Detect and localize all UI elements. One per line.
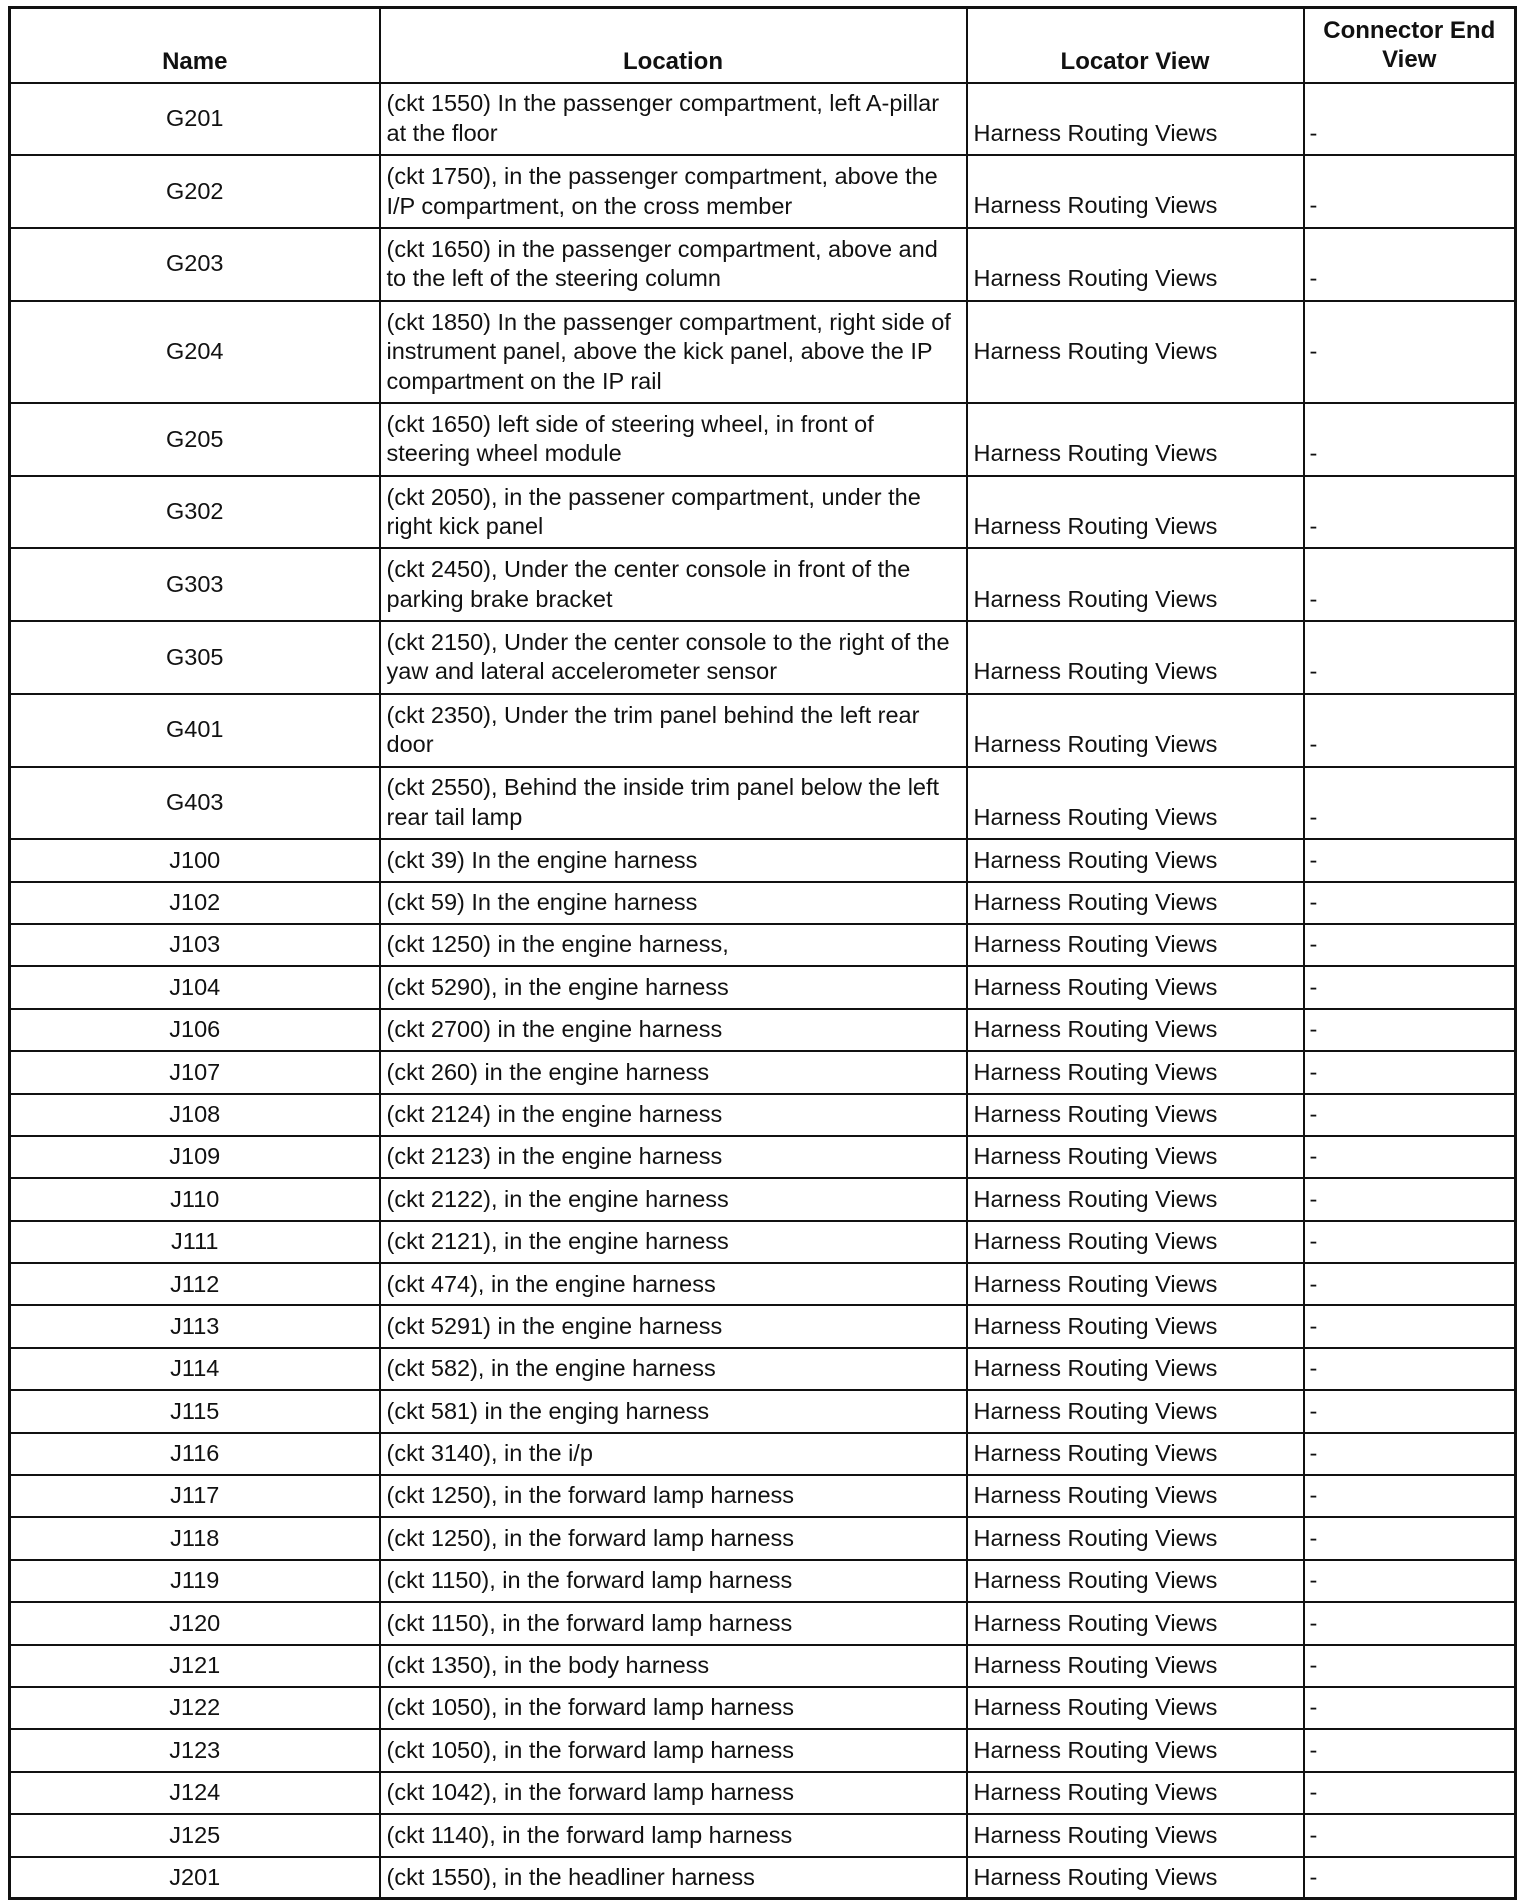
cell-name: G403 [10, 767, 380, 840]
cell-location: (ckt 474), in the engine harness [380, 1263, 967, 1305]
table-row [10, 1178, 1516, 1220]
cell-connector-end-view: - [1304, 155, 1516, 228]
cell-locator-view: Harness Routing Views [967, 1136, 1304, 1178]
cell-location: (ckt 2350), Under the trim panel behind the left rear door [380, 694, 967, 767]
cell-name: J113 [10, 1305, 380, 1347]
cell-locator-view: Harness Routing Views [967, 1729, 1304, 1771]
cell-location: (ckt 5291) in the engine harness [380, 1305, 967, 1347]
cell-locator-view: Harness Routing Views [967, 882, 1304, 924]
cell-connector-end-view: - [1304, 1645, 1516, 1687]
cell-connector-end-view: - [1304, 83, 1516, 156]
cell-connector-end-view: - [1304, 1772, 1516, 1814]
cell-location: (ckt 1550) In the passenger compartment, left A-pillar at the floor [380, 83, 967, 156]
cell-name: J123 [10, 1729, 380, 1771]
cell-connector-end-view: - [1304, 924, 1516, 966]
cell-locator-view: Harness Routing Views [967, 155, 1304, 228]
cell-location: (ckt 59) In the engine harness [380, 882, 967, 924]
cell-name: G201 [10, 83, 380, 156]
cell-connector-end-view: - [1304, 1517, 1516, 1559]
cell-location: (ckt 2550), Behind the inside trim panel below the left rear tail lamp [380, 767, 967, 840]
cell-connector-end-view: - [1304, 476, 1516, 549]
cell-location: (ckt 2450), Under the center console in front of the parking brake bracket [380, 548, 967, 621]
cell-connector-end-view: - [1304, 839, 1516, 881]
table-row [10, 1729, 1516, 1771]
cell-name: J120 [10, 1602, 380, 1644]
cell-name: J102 [10, 882, 380, 924]
cell-name: J114 [10, 1348, 380, 1390]
table-row [10, 1857, 1516, 1899]
cell-connector-end-view: - [1304, 966, 1516, 1008]
cell-connector-end-view: - [1304, 1814, 1516, 1856]
table-row [10, 1602, 1516, 1644]
table-row [10, 1772, 1516, 1814]
cell-locator-view: Harness Routing Views [967, 1517, 1304, 1559]
cell-name: J124 [10, 1772, 380, 1814]
cell-connector-end-view: - [1304, 1094, 1516, 1136]
cell-location: (ckt 1050), in the forward lamp harness [380, 1729, 967, 1771]
table-row [10, 1560, 1516, 1602]
cell-locator-view: Harness Routing Views [967, 621, 1304, 694]
cell-name: G205 [10, 403, 380, 476]
table-row [10, 694, 1516, 767]
table-row [10, 621, 1516, 694]
table-row [10, 476, 1516, 549]
cell-name: J115 [10, 1390, 380, 1432]
cell-location: (ckt 1042), in the forward lamp harness [380, 1772, 967, 1814]
cell-locator-view: Harness Routing Views [967, 1221, 1304, 1263]
header-name: Name [10, 8, 380, 83]
cell-locator-view: Harness Routing Views [967, 1348, 1304, 1390]
cell-name: J125 [10, 1814, 380, 1856]
table-body [10, 83, 1516, 1899]
cell-location: (ckt 1250) in the engine harness, [380, 924, 967, 966]
cell-locator-view: Harness Routing Views [967, 1305, 1304, 1347]
cell-locator-view: Harness Routing Views [967, 403, 1304, 476]
cell-location: (ckt 2122), in the engine harness [380, 1178, 967, 1220]
cell-locator-view: Harness Routing Views [967, 1857, 1304, 1899]
cell-location: (ckt 1350), in the body harness [380, 1645, 967, 1687]
cell-locator-view: Harness Routing Views [967, 839, 1304, 881]
table-row [10, 839, 1516, 881]
cell-location: (ckt 582), in the engine harness [380, 1348, 967, 1390]
cell-locator-view: Harness Routing Views [967, 1433, 1304, 1475]
header-row [10, 8, 1516, 83]
cell-connector-end-view: - [1304, 1560, 1516, 1602]
cell-connector-end-view: - [1304, 767, 1516, 840]
cell-connector-end-view: - [1304, 1221, 1516, 1263]
cell-connector-end-view: - [1304, 1390, 1516, 1432]
cell-connector-end-view: - [1304, 882, 1516, 924]
table-row [10, 83, 1516, 156]
table-row [10, 1433, 1516, 1475]
cell-location: (ckt 5290), in the engine harness [380, 966, 967, 1008]
cell-connector-end-view: - [1304, 1136, 1516, 1178]
cell-locator-view: Harness Routing Views [967, 1602, 1304, 1644]
harness-location-table [8, 6, 1517, 1900]
cell-location: (ckt 1140), in the forward lamp harness [380, 1814, 967, 1856]
cell-locator-view: Harness Routing Views [967, 1560, 1304, 1602]
cell-name: J201 [10, 1857, 380, 1899]
cell-connector-end-view: - [1304, 548, 1516, 621]
table-row [10, 1094, 1516, 1136]
table-row [10, 1517, 1516, 1559]
table-row [10, 1305, 1516, 1347]
cell-locator-view: Harness Routing Views [967, 228, 1304, 301]
cell-locator-view: Harness Routing Views [967, 476, 1304, 549]
table-row [10, 924, 1516, 966]
table-row [10, 1475, 1516, 1517]
cell-name: J122 [10, 1687, 380, 1729]
table-row [10, 228, 1516, 301]
cell-location: (ckt 1150), in the forward lamp harness [380, 1560, 967, 1602]
table-row [10, 1348, 1516, 1390]
cell-name: J108 [10, 1094, 380, 1136]
cell-name: G401 [10, 694, 380, 767]
cell-location: (ckt 2123) in the engine harness [380, 1136, 967, 1178]
table-row [10, 403, 1516, 476]
cell-connector-end-view: - [1304, 621, 1516, 694]
cell-name: J111 [10, 1221, 380, 1263]
cell-locator-view: Harness Routing Views [967, 1772, 1304, 1814]
cell-name: J117 [10, 1475, 380, 1517]
cell-connector-end-view: - [1304, 1602, 1516, 1644]
table-row [10, 301, 1516, 404]
cell-name: G202 [10, 155, 380, 228]
table-row [10, 1645, 1516, 1687]
cell-locator-view: Harness Routing Views [967, 548, 1304, 621]
table-row [10, 1221, 1516, 1263]
cell-name: J100 [10, 839, 380, 881]
table-row [10, 1136, 1516, 1178]
table-row [10, 767, 1516, 840]
cell-connector-end-view: - [1304, 694, 1516, 767]
cell-name: G303 [10, 548, 380, 621]
cell-location: (ckt 1650) left side of steering wheel, in front of steering wheel module [380, 403, 967, 476]
cell-connector-end-view: - [1304, 1857, 1516, 1899]
table-row [10, 1814, 1516, 1856]
table-row [10, 966, 1516, 1008]
cell-location: (ckt 1150), in the forward lamp harness [380, 1602, 967, 1644]
cell-location: (ckt 2050), in the passener compartment, under the right kick panel [380, 476, 967, 549]
cell-location: (ckt 1250), in the forward lamp harness [380, 1475, 967, 1517]
cell-connector-end-view: - [1304, 1263, 1516, 1305]
cell-location: (ckt 1050), in the forward lamp harness [380, 1687, 967, 1729]
cell-locator-view: Harness Routing Views [967, 83, 1304, 156]
cell-name: G302 [10, 476, 380, 549]
cell-location: (ckt 260) in the engine harness [380, 1051, 967, 1093]
cell-locator-view: Harness Routing Views [967, 1094, 1304, 1136]
cell-name: G204 [10, 301, 380, 404]
cell-location: (ckt 39) In the engine harness [380, 839, 967, 881]
table-row [10, 1009, 1516, 1051]
cell-locator-view: Harness Routing Views [967, 301, 1304, 404]
cell-location: (ckt 1750), in the passenger compartment, above the I/P compartment, on the cross member [380, 155, 967, 228]
cell-locator-view: Harness Routing Views [967, 1645, 1304, 1687]
cell-locator-view: Harness Routing Views [967, 767, 1304, 840]
cell-locator-view: Harness Routing Views [967, 966, 1304, 1008]
cell-location: (ckt 1550), in the headliner harness [380, 1857, 967, 1899]
cell-location: (ckt 1850) In the passenger compartment, right side of instrument panel, above the kick panel, above the IP compartment on the IP rail [380, 301, 967, 404]
table-header [10, 8, 1516, 83]
cell-connector-end-view: - [1304, 403, 1516, 476]
cell-name: J110 [10, 1178, 380, 1220]
cell-connector-end-view: - [1304, 1051, 1516, 1093]
table-row [10, 155, 1516, 228]
cell-location: (ckt 1650) in the passenger compartment, above and to the left of the steering column [380, 228, 967, 301]
cell-name: G305 [10, 621, 380, 694]
cell-connector-end-view: - [1304, 1305, 1516, 1347]
cell-connector-end-view: - [1304, 1433, 1516, 1475]
cell-location: (ckt 3140), in the i/p [380, 1433, 967, 1475]
cell-name: J118 [10, 1517, 380, 1559]
header-connector-end-view: Connector End View [1304, 8, 1516, 83]
cell-location: (ckt 2150), Under the center console to the right of the yaw and lateral accelerometer sensor [380, 621, 967, 694]
cell-locator-view: Harness Routing Views [967, 1178, 1304, 1220]
cell-name: J107 [10, 1051, 380, 1093]
cell-locator-view: Harness Routing Views [967, 1475, 1304, 1517]
cell-name: J109 [10, 1136, 380, 1178]
cell-name: J104 [10, 966, 380, 1008]
cell-connector-end-view: - [1304, 1348, 1516, 1390]
cell-connector-end-view: - [1304, 1729, 1516, 1771]
cell-connector-end-view: - [1304, 1009, 1516, 1051]
cell-location: (ckt 2700) in the engine harness [380, 1009, 967, 1051]
cell-locator-view: Harness Routing Views [967, 694, 1304, 767]
cell-name: J121 [10, 1645, 380, 1687]
cell-connector-end-view: - [1304, 1475, 1516, 1517]
cell-name: G203 [10, 228, 380, 301]
cell-locator-view: Harness Routing Views [967, 1009, 1304, 1051]
cell-locator-view: Harness Routing Views [967, 1263, 1304, 1305]
table-row [10, 1390, 1516, 1432]
header-location: Location [380, 8, 967, 83]
cell-connector-end-view: - [1304, 228, 1516, 301]
cell-connector-end-view: - [1304, 301, 1516, 404]
cell-location: (ckt 2124) in the engine harness [380, 1094, 967, 1136]
cell-location: (ckt 581) in the enging harness [380, 1390, 967, 1432]
cell-name: J103 [10, 924, 380, 966]
cell-connector-end-view: - [1304, 1178, 1516, 1220]
cell-connector-end-view: - [1304, 1687, 1516, 1729]
header-locator-view: Locator View [967, 8, 1304, 83]
cell-location: (ckt 2121), in the engine harness [380, 1221, 967, 1263]
cell-locator-view: Harness Routing Views [967, 1687, 1304, 1729]
table-row [10, 548, 1516, 621]
cell-locator-view: Harness Routing Views [967, 1051, 1304, 1093]
table-row [10, 1687, 1516, 1729]
cell-name: J106 [10, 1009, 380, 1051]
cell-locator-view: Harness Routing Views [967, 1390, 1304, 1432]
table-row [10, 1051, 1516, 1093]
cell-locator-view: Harness Routing Views [967, 924, 1304, 966]
table-row [10, 882, 1516, 924]
cell-name: J116 [10, 1433, 380, 1475]
cell-locator-view: Harness Routing Views [967, 1814, 1304, 1856]
table-row [10, 1263, 1516, 1305]
cell-name: J112 [10, 1263, 380, 1305]
cell-location: (ckt 1250), in the forward lamp harness [380, 1517, 967, 1559]
cell-name: J119 [10, 1560, 380, 1602]
